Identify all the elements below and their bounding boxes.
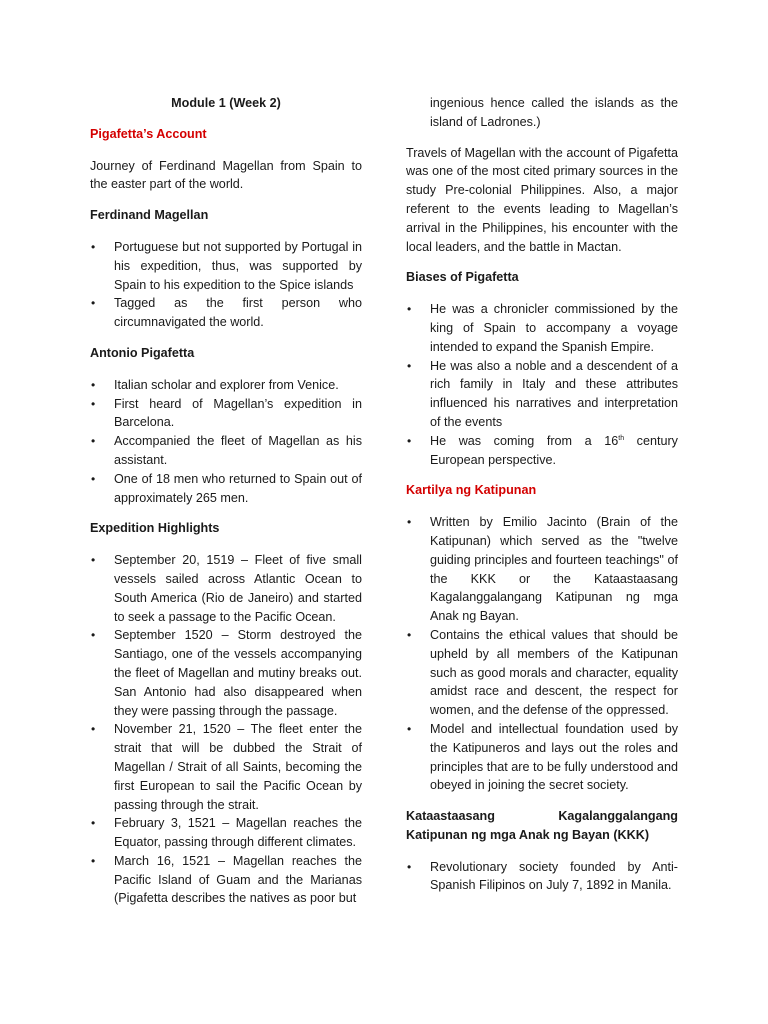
kartilya-heading: Kartilya ng Katipunan: [406, 483, 537, 498]
highlights-list: [90, 551, 362, 908]
list-item: • Revolutionary society founded by Anti-Spanish Filipinos on July 7, 1892 in Manila.: [407, 859, 678, 893]
biases-heading: Biases of Pigafetta: [406, 270, 519, 285]
list-item: • Accompanied the fleet of Magellan as his assistant.: [91, 434, 362, 467]
bullet-icon: •: [91, 471, 96, 486]
antonio-pigafetta-heading: Antonio Pigafetta: [90, 345, 195, 360]
bullet-icon: •: [91, 377, 96, 392]
pigafetta-list: [90, 376, 362, 508]
kartilya-list: [406, 513, 678, 795]
list-item: • One of 18 men who returned to Spain out of approximately 265 men.: [91, 471, 362, 505]
bullet-icon: •: [91, 434, 96, 449]
list-item: • Tagged as the first person who circumnavigated the world.: [91, 296, 362, 330]
kkk-list: [406, 858, 678, 896]
list-item: • Model and intellectual foundation used by the Katipuneros and lays out the roles and principles that are to be fully understood and obeyed in joining the secret society.: [407, 721, 678, 793]
list-item: • Contains the ethical values that should be upheld by all members of the Katipunan such as good morals and character, equality amidst race and descent, the respect for women, and the defense of the oppressed.: [407, 627, 678, 718]
left-column: [90, 94, 362, 920]
pigafetta-account-heading: Pigafetta’s Account: [90, 126, 207, 141]
list-item: • September 20, 1519 – Fleet of five small vessels sailed across Atlantic Ocean to South America (Rio de Janeiro) and started to seek a passage to the Pacific Ocean.: [91, 553, 362, 624]
list-item: • March 16, 1521 – Magellan reaches the Pacific Island of Guam and the Marianas (Pigafetta describes the natives as poor but: [91, 853, 362, 906]
bullet-icon: •: [91, 853, 96, 868]
list-item: • He was a chronicler commissioned by the king of Spain to accompany a voyage intended to expand the Spanish Empire.: [407, 302, 678, 354]
ordinal-suffix: th: [618, 434, 625, 442]
bullet-icon: •: [407, 721, 412, 736]
list-item: • February 3, 1521 – Magellan reaches the Equator, passing through different climates.: [91, 816, 362, 850]
list-item: • He was also a noble and a descendent of a rich family in Italy and these attributes influenced his narratives and interpretation of the events: [407, 358, 678, 429]
list-item: • November 21, 1520 – The fleet enter the strait that will be dubbed the Strait of Magellan / Strait of all Saints, becoming the first European to sail the Pacific Ocean by passing through the strait.: [91, 722, 362, 812]
bullet-icon: •: [91, 816, 96, 831]
list-item: • First heard of Magellan’s expedition in Barcelona.: [91, 396, 362, 430]
bullet-icon: •: [91, 239, 96, 254]
bullet-icon: •: [407, 433, 412, 448]
ferdinand-magellan-heading: Ferdinand Magellan: [90, 208, 209, 223]
list-item: • Italian scholar and explorer from Venice.: [90, 376, 362, 395]
bullet-icon: •: [91, 553, 96, 568]
continuation-text: ingenious hence called the islands as the island of Ladrones.): [430, 96, 678, 129]
expedition-highlights-heading: Expedition Highlights: [90, 521, 220, 536]
travels-paragraph: Travels of Magellan with the account of Pigafetta was one of the most cited primary sources in the study Pre-colonial Philippines. Also, a major referent to the events leading to Magellan’s arrival in the Philippines, his encounter with the local leaders, and the battle in Mactan.: [406, 145, 678, 254]
bullet-icon: •: [91, 628, 96, 643]
right-column: [406, 94, 678, 907]
list-item: • September 1520 – Storm destroyed the Santiago, one of the vessels accompanying the fleet of Magellan and mutiny breaks out. San Antonio had also disappeared when they were passing through the passage.: [91, 628, 362, 718]
bullet-icon: •: [407, 859, 412, 874]
bullet-icon: •: [91, 396, 96, 411]
journey-paragraph: Journey of Ferdinand Magellan from Spain to the easter part of the world.: [90, 158, 362, 192]
bullet-icon: •: [407, 302, 412, 317]
kkk-heading: Kataastaasang Kagalanggalangang Katipunan ng mga Anak ng Bayan (KKK): [406, 809, 678, 842]
bullet-icon: •: [407, 627, 412, 642]
bullet-icon: •: [407, 358, 412, 373]
bullet-icon: •: [407, 515, 412, 530]
list-item: • Portuguese but not supported by Portugal in his expedition, thus, was supported by Spain to his expedition to the Spice islands: [91, 239, 362, 292]
magellan-list: [90, 238, 362, 332]
list-item: • Written by Emilio Jacinto (Brain of the Katipunan) which served as the "twelve guiding principles and fourteen teachings" of the KKK or the Kataastaasang Kagalanggalangang Katipunan ng mga Anak ng Bayan.: [407, 515, 678, 624]
bullet-icon: •: [91, 722, 96, 737]
list-item: • He was coming from a 16th century European perspective.: [407, 433, 678, 467]
bullet-icon: •: [91, 296, 96, 311]
module-title: Module 1 (Week 2): [171, 96, 281, 110]
biases-list: [406, 300, 678, 469]
